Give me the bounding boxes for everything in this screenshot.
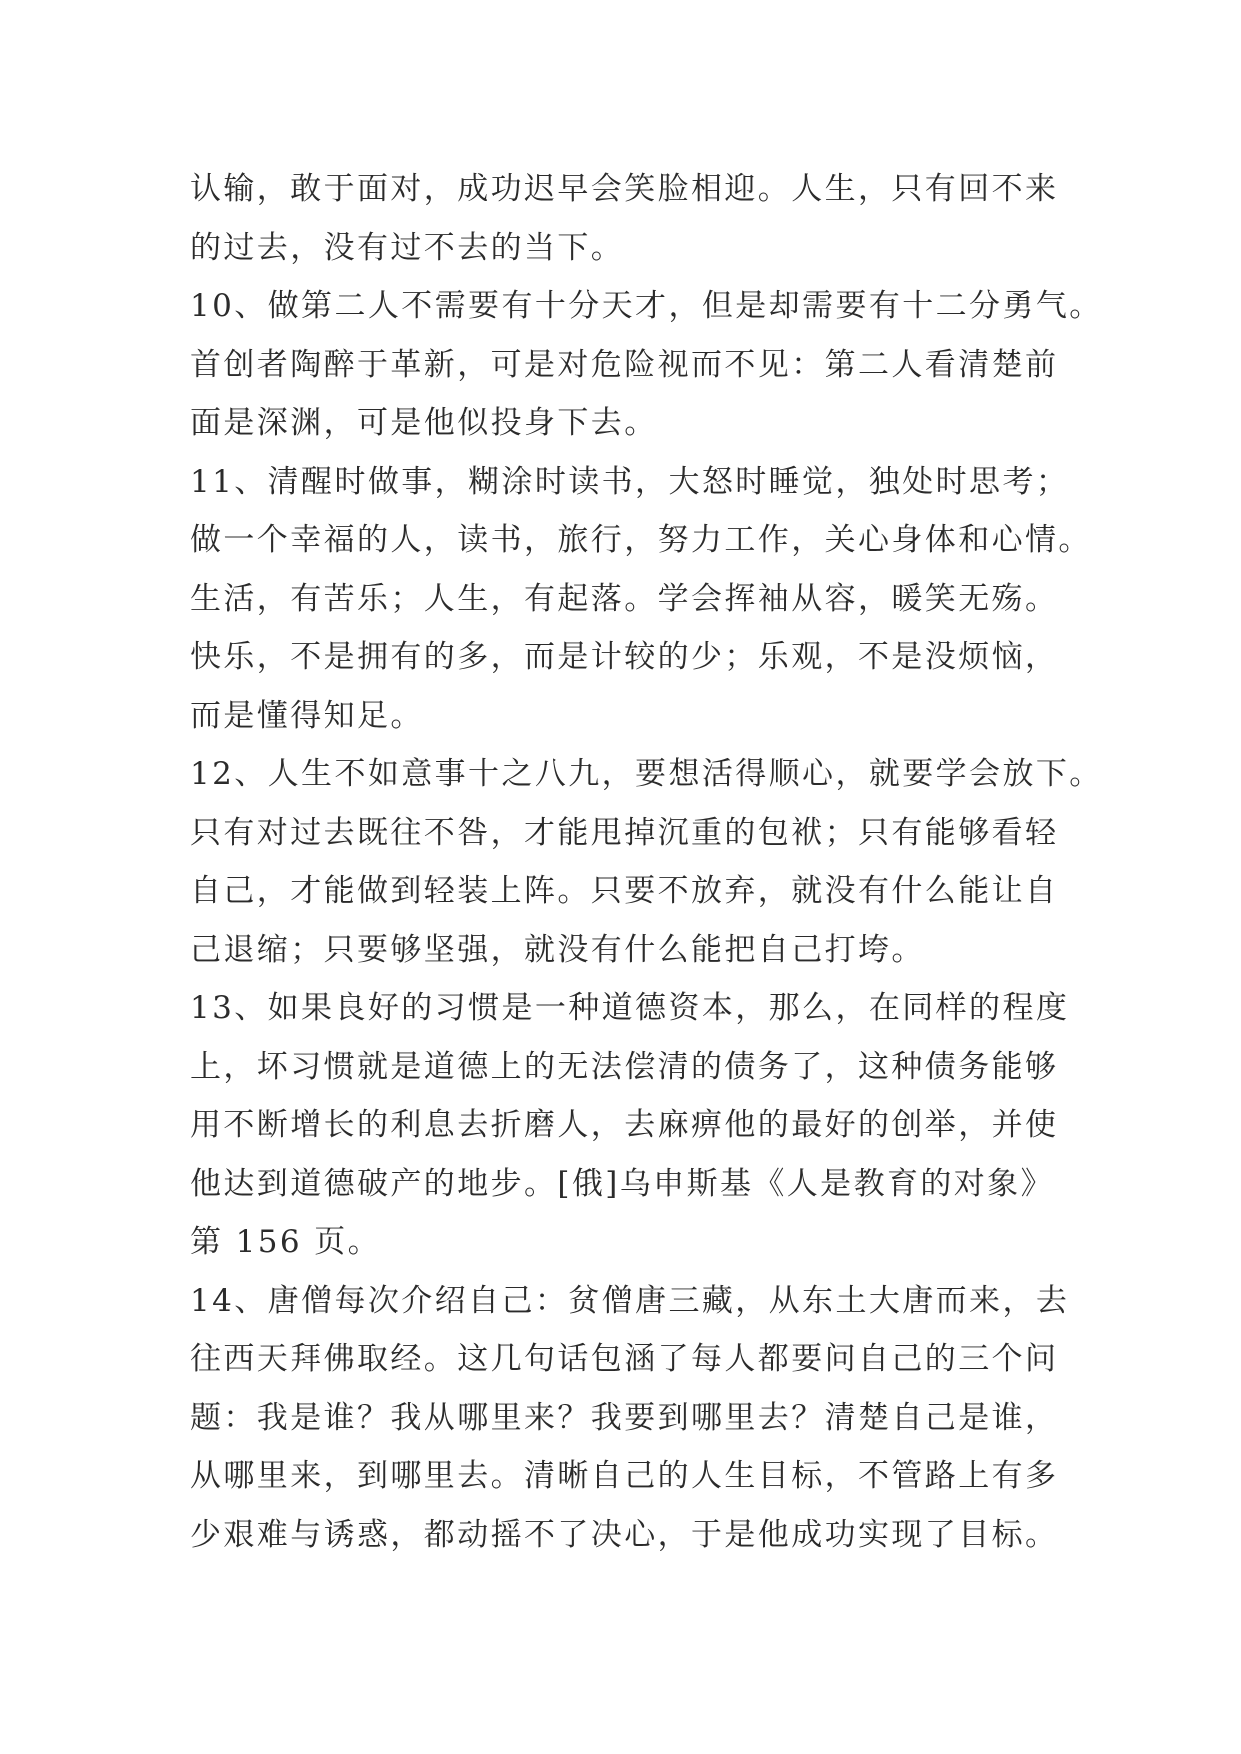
text-line: 从哪里来，到哪里去。清晰自己的人生目标，不管路上有多 bbox=[190, 1458, 1059, 1494]
text-line: 己退缩；只要够坚强，就没有什么能把自己打垮。 bbox=[190, 931, 925, 968]
text-line: 第 156 页。 bbox=[190, 1224, 382, 1260]
text-line: 快乐，不是拥有的多，而是计较的少；乐观，不是没烦恼， bbox=[190, 639, 1059, 675]
text-line: 用不断增长的利息去折磨人，去麻痹他的最好的创举，并使 bbox=[190, 1107, 1059, 1143]
text-line: 而是懂得知足。 bbox=[190, 697, 424, 734]
text-line: 12、人生不如意事十之八九，要想活得顺心，就要学会放下。 bbox=[190, 756, 1103, 792]
text-line: 认输，敢于面对，成功迟早会笑脸相迎。人生，只有回不来 bbox=[190, 171, 1059, 207]
text-line: 面是深渊，可是他似投身下去。 bbox=[190, 405, 658, 441]
text-line: 做一个幸福的人，读书，旅行，努力工作，关心身体和心情。 bbox=[190, 522, 1092, 558]
text-line: 生活，有苦乐；人生，有起落。学会挥袖从容，暖笑无殇。 bbox=[190, 580, 1059, 617]
text-line: 自己，才能做到轻装上阵。只要不放弃，就没有什么能让自 bbox=[190, 873, 1059, 909]
text-line: 10、做第二人不需要有十分天才，但是却需要有十二分勇气。 bbox=[190, 288, 1103, 324]
text-line: 11、清醒时做事，糊涂时读书，大怒时睡觉，独处时思考； bbox=[190, 463, 1070, 500]
text-line: 少艰难与诱惑，都动摇不了决心，于是他成功实现了目标。 bbox=[190, 1516, 1059, 1553]
text-line: 的过去，没有过不去的当下。 bbox=[190, 229, 625, 266]
body-text bbox=[190, 160, 1103, 1564]
text-line: 只有对过去既往不咎，才能甩掉沉重的包袱；只有能够看轻 bbox=[190, 814, 1059, 851]
text-line: 上，坏习惯就是道德上的无法偿清的债务了，这种债务能够 bbox=[190, 1048, 1059, 1085]
text-line: 14、唐僧每次介绍自己：贫僧唐三藏，从东土大唐而来，去 bbox=[190, 1282, 1070, 1319]
text-line: 题：我是谁？我从哪里来？我要到哪里去？清楚自己是谁， bbox=[190, 1399, 1059, 1436]
text-line: 往西天拜佛取经。这几句话包涵了每人都要问自己的三个问 bbox=[190, 1341, 1059, 1377]
text-line: 13、如果良好的习惯是一种道德资本，那么，在同样的程度 bbox=[190, 990, 1070, 1026]
text-line: 首创者陶醉于革新，可是对危险视而不见：第二人看清楚前 bbox=[190, 346, 1059, 383]
text-line: 他达到道德破产的地步。[俄]乌申斯基《人是教育的对象》 bbox=[190, 1165, 1054, 1202]
